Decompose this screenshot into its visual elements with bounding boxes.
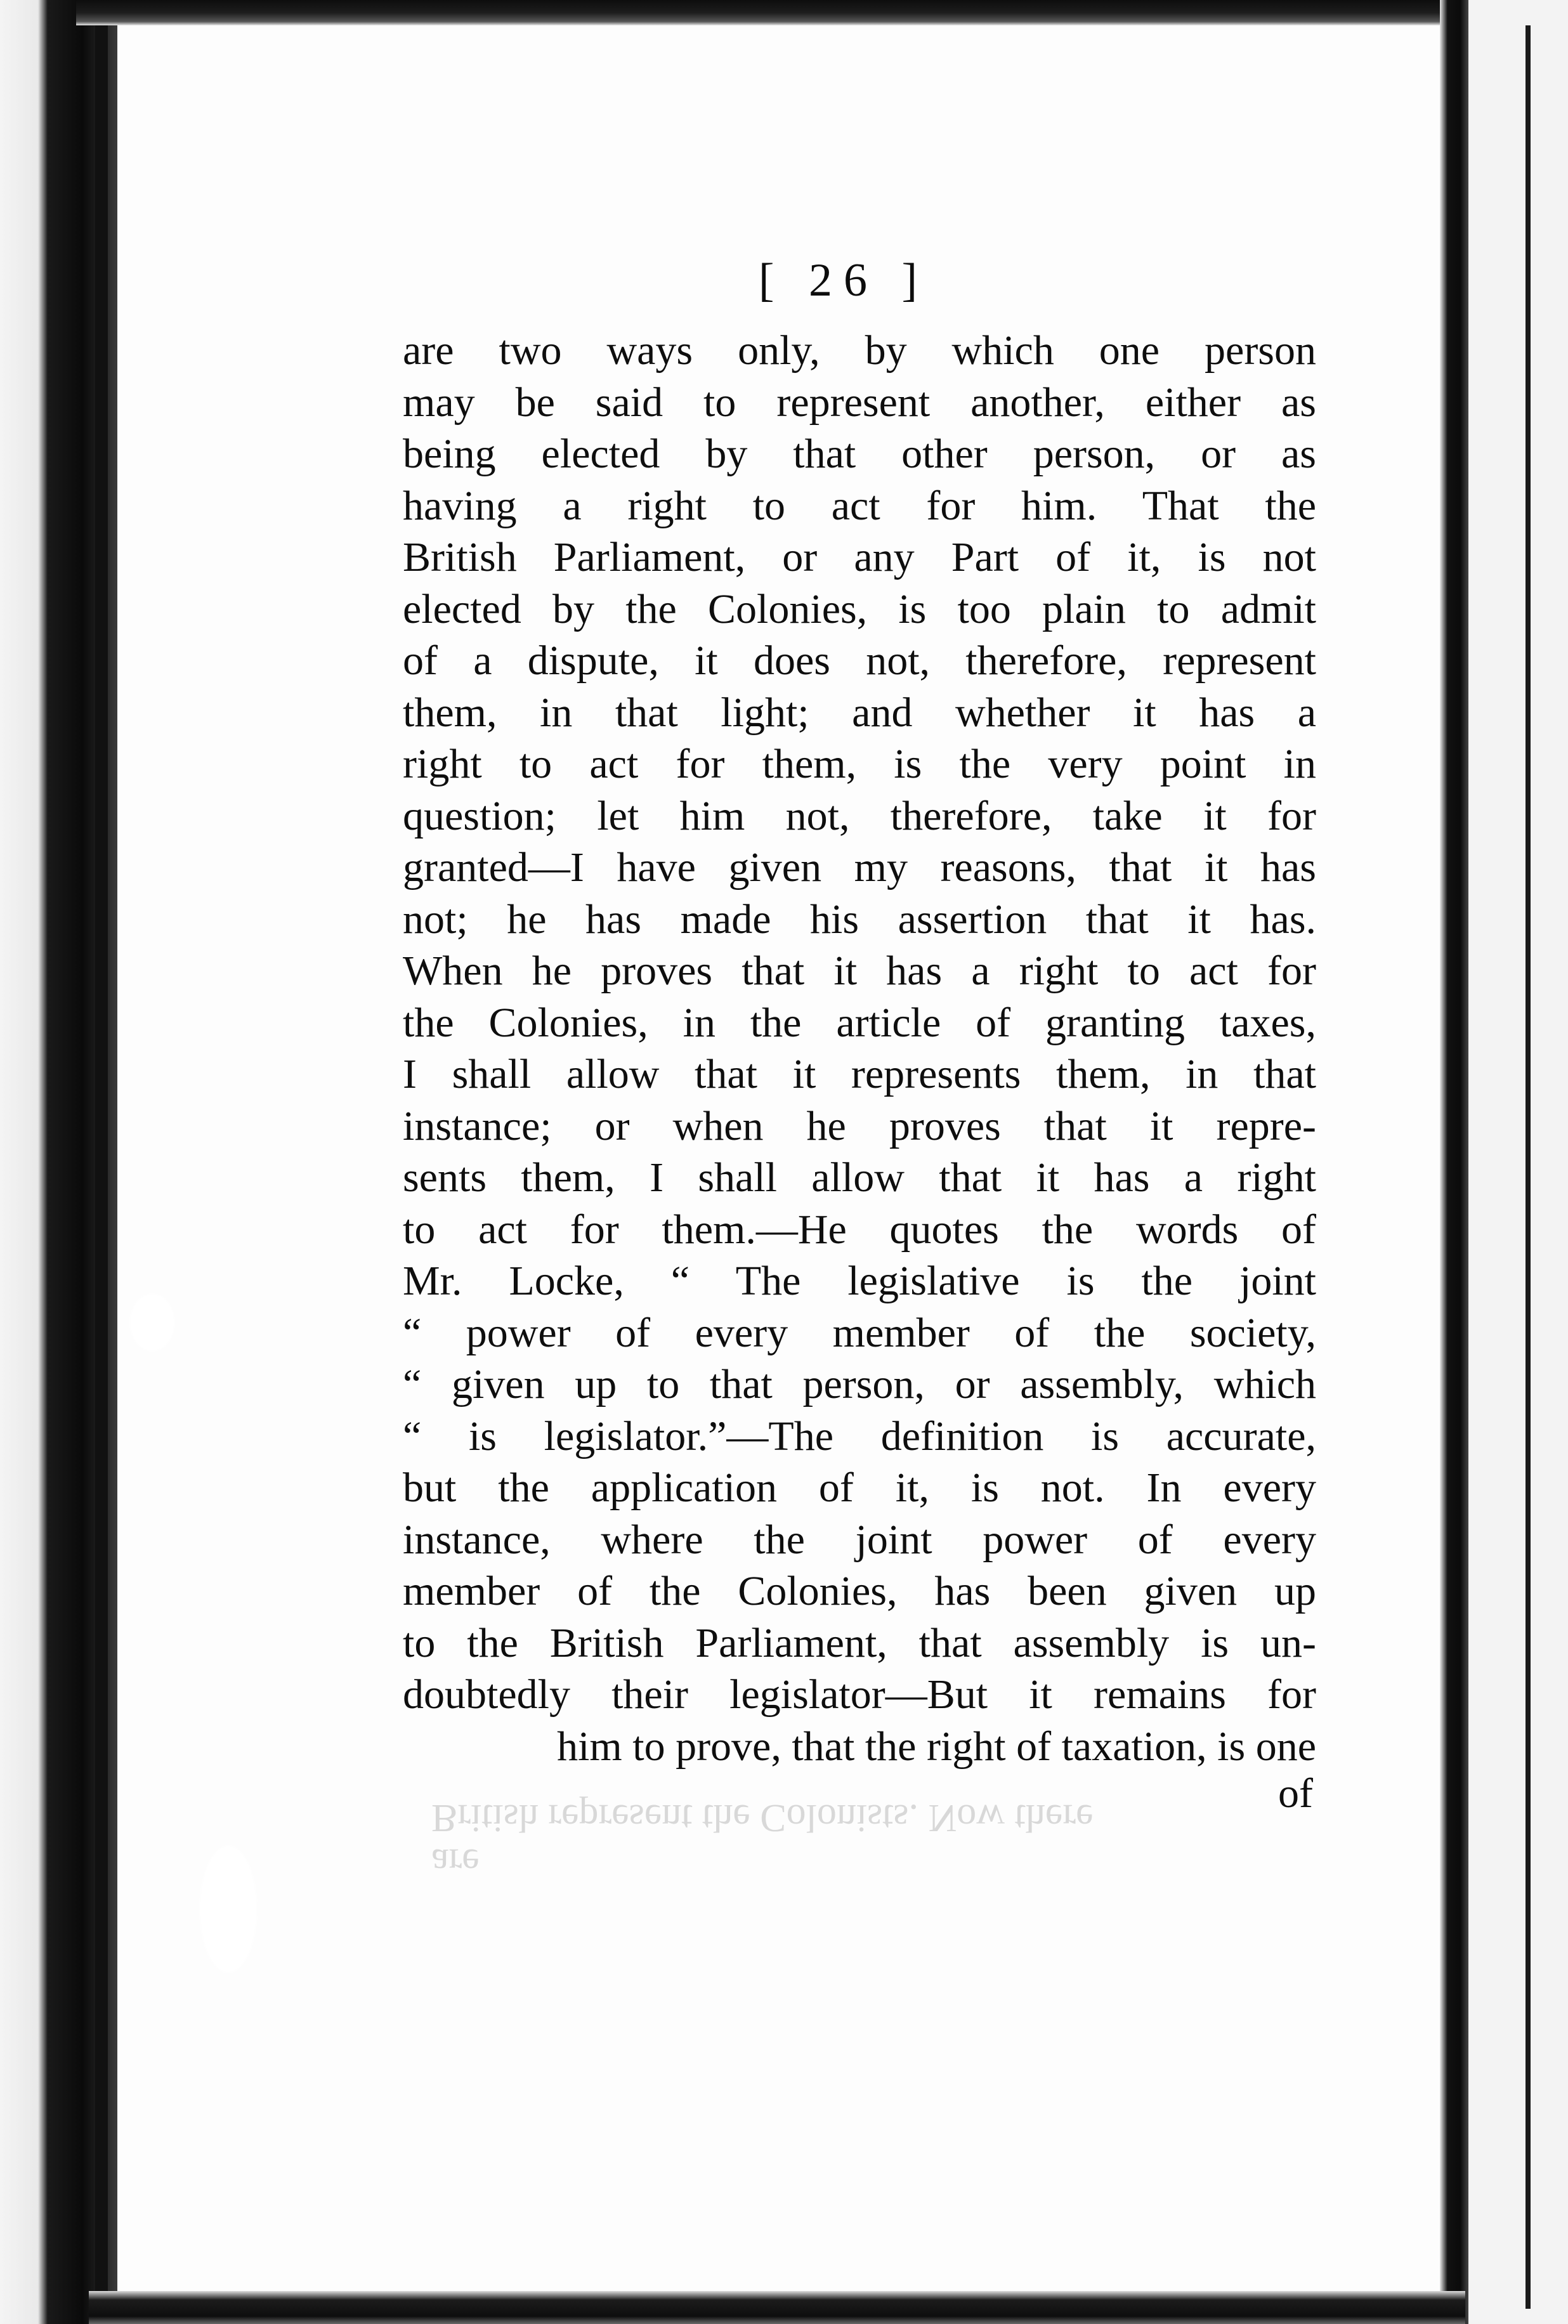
bleed-through-text: are: [431, 1841, 480, 1884]
text-line: but the application of it, is not. In every: [403, 1465, 1316, 1511]
adjacent-page-strip: [1468, 0, 1568, 2324]
text-line: question; let him not, therefore, take it for: [403, 792, 1316, 839]
text-line: to act for them.—He quotes the words of: [403, 1206, 1316, 1253]
text-line: “ power of every member of the society,: [403, 1309, 1316, 1356]
text-line: having a right to act for him. That the: [403, 482, 1316, 529]
text-line: them, in that light; and whether it has a: [403, 689, 1316, 736]
page-number-header: [ 26 ]: [758, 254, 929, 306]
right-page-gutter: [1440, 0, 1468, 2324]
text-line: instance, where the joint power of every: [403, 1516, 1316, 1563]
text-line: sents them, I shall allow that it has a right: [403, 1154, 1316, 1201]
text-line: Mr. Locke, “ The legislative is the joint: [403, 1258, 1316, 1304]
text-line: When he proves that it has a right to act for: [403, 948, 1316, 994]
text-line: instance; or when he proves that it repre-: [403, 1102, 1316, 1149]
text-line: not; he has made his assertion that it has.: [403, 896, 1316, 943]
text-line: being elected by that other person, or as: [403, 431, 1316, 477]
text-line: member of the Colonies, has been given up: [403, 1568, 1316, 1614]
text-line: “ given up to that person, or assembly, which: [403, 1361, 1316, 1407]
scan-blotch: [130, 1294, 174, 1351]
text-line: “ is legislator.”—The definition is accurate,: [403, 1413, 1316, 1459]
top-binding-edge: [76, 0, 1446, 25]
text-line: I shall allow that it represents them, in that: [403, 1051, 1316, 1097]
text-line: elected by the Colonies, is too plain to admit: [403, 585, 1316, 632]
text-line: British Parliament, or any Part of it, is not: [403, 534, 1316, 580]
adjacent-page-edge: [1526, 25, 1531, 2309]
scan-blotch: [200, 1846, 257, 1973]
text-line: granted—I have given my reasons, that it has: [403, 844, 1316, 891]
bottom-binding-edge: [89, 2291, 1465, 2324]
page-body-text: [403, 325, 1316, 1772]
text-line: of a dispute, it does not, therefore, represent: [403, 637, 1316, 684]
catchword: of: [1278, 1770, 1313, 1817]
text-line: to the British Parliament, that assembly is un-: [403, 1619, 1316, 1666]
text-line: him to prove, that the right of taxation, is one: [557, 1723, 1316, 1770]
bleed-through-text: British represent the Colonists. Now there: [431, 1796, 1094, 1839]
text-line: are two ways only, by which one person: [403, 327, 1316, 374]
text-line: may be said to represent another, either as: [403, 379, 1316, 426]
left-binding-shadow: [95, 0, 108, 2324]
text-line: doubtedly their legislator—But it remains for: [403, 1671, 1316, 1718]
text-line: the Colonies, in the article of granting taxes,: [403, 999, 1316, 1046]
text-line: right to act for them, is the very point in: [403, 741, 1316, 787]
